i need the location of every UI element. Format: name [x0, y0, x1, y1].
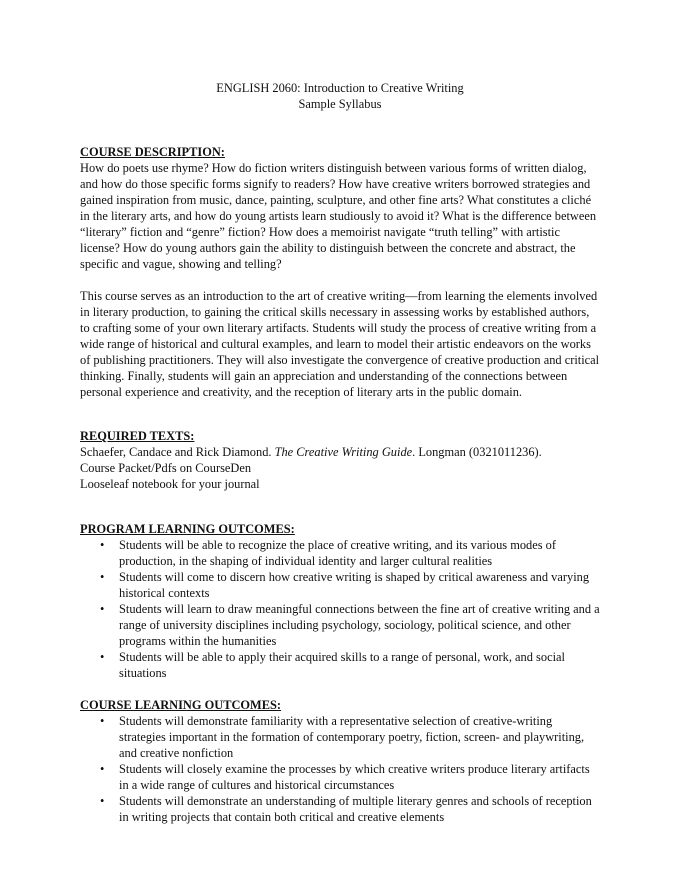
course-description-section [80, 144, 600, 272]
course-description-heading: COURSE DESCRIPTION: [80, 145, 225, 159]
required-text-notebook: Looseleaf notebook for your journal [80, 477, 260, 491]
bullet-icon: • [100, 538, 105, 552]
bullet-icon: • [100, 570, 105, 584]
bullet-icon: • [100, 602, 105, 616]
required-texts-heading: REQUIRED TEXTS: [80, 429, 195, 443]
list-item: • Students will demonstrate an understanding of multiple literary genres and schools of reception in writing projects that contain both critical and creative elements [100, 794, 592, 824]
course-description-paragraph-2: This course serves as an introduction to the art of creative writing—from learning the elements involved in literary production, to gaining the critical skills necessary in assessing works by established authors, to crafting some of your own literary artifacts. Students will study the process of creative writing from a wide range of historical and cultural examples, and learn to model their artistic endeavors on the works of publishing practitioners. They will also investigate the convergence of creative production and critical thinking. Finally, students will gain an appreciation and understanding of the connections between personal experience and creativity, and the reception of literary arts in the public domain. [80, 289, 600, 399]
document-title: ENGLISH 2060: Introduction to Creative Writing [216, 81, 464, 95]
document-subtitle: Sample Syllabus [298, 97, 382, 111]
bullet-icon: • [100, 650, 105, 664]
course-description-continued [80, 288, 600, 400]
document-header [0, 80, 680, 112]
program-outcomes-section [80, 521, 600, 681]
book-title: The Creative Writing Guide [274, 445, 413, 459]
list-item: • Students will learn to draw meaningful connections between the fine art of creative writing and a range of university disciplines including psychology, sociology, political science, and other programs within the humanities [100, 602, 600, 648]
bullet-icon: • [100, 762, 105, 776]
list-item: • Students will be able to apply their acquired skills to a range of personal, work, and social situations [100, 650, 565, 680]
bullet-icon: • [100, 794, 105, 808]
book-authors: Schaefer, Candace and Rick Diamond. [80, 445, 275, 459]
program-outcomes-list [80, 537, 600, 681]
course-outcomes-section [80, 697, 600, 825]
course-description-paragraph-1: How do poets use rhyme? How do fiction writers distinguish between various forms of written dialog, and how do those specific forms signify to readers? How have creative writers borrowed strategies and gained inspiration from music, dance, painting, sculpture, and other fine arts? What constitutes a cliché in the literary arts, and how do young artists learn studiously to avoid it? What is the difference between “literary” fiction and “genre” fiction? How does a memoirist navigate “truth telling” with artistic license? How do young authors gain the ability to distinguish between the concrete and abstract, the specific and vague, showing and telling? [80, 161, 597, 271]
course-outcomes-list [80, 713, 600, 825]
bullet-icon: • [100, 714, 105, 728]
list-item: • Students will be able to recognize the place of creative writing, and its various modes of production, in the shaping of individual identity and larger cultural realities [100, 538, 556, 568]
list-item: • Students will demonstrate familiarity with a representative selection of creative-writing strategies important in the formation of contemporary poetry, fiction, screen- and playwriting, and creative nonfiction [100, 714, 585, 760]
list-item: • Students will come to discern how creative writing is shaped by critical awareness and varying historical contexts [100, 570, 590, 600]
course-outcomes-heading: COURSE LEARNING OUTCOMES: [80, 698, 282, 712]
required-texts-section [80, 428, 600, 492]
required-text-book [80, 444, 600, 460]
program-outcomes-heading: PROGRAM LEARNING OUTCOMES: [80, 522, 295, 536]
required-text-packet: Course Packet/Pdfs on CourseDen [80, 461, 252, 475]
book-publisher: . Longman (0321011236). [412, 445, 542, 459]
list-item: • Students will closely examine the processes by which creative writers produce literary artifacts in a wide range of cultures and historical circumstances [100, 762, 590, 792]
